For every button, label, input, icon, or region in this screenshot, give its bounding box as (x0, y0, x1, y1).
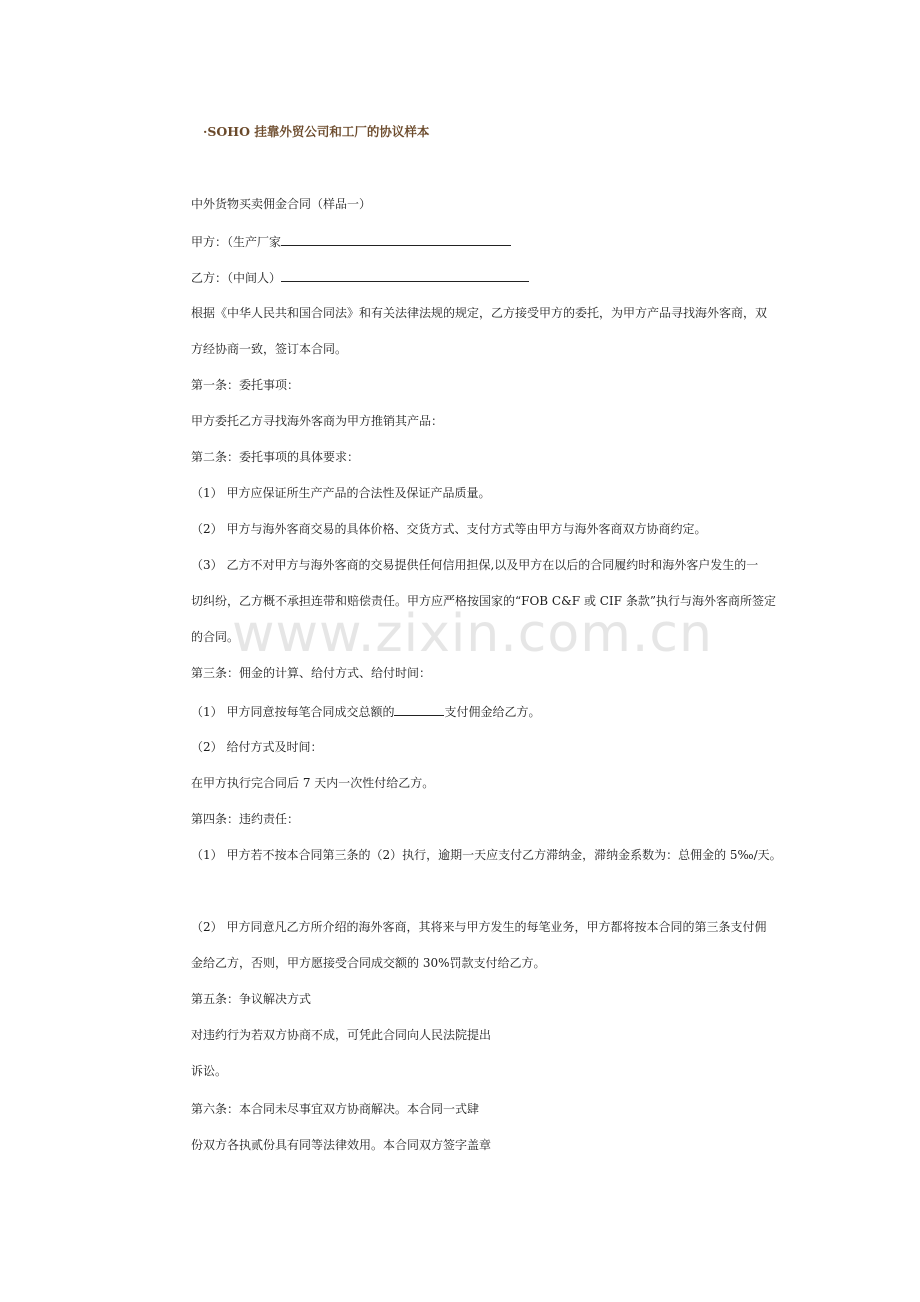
article-6-body: 份双方各执贰份具有同等法律效用。本合同双方签字盖章 (191, 1138, 492, 1152)
article-5-heading: 第五条：争议解决方式 (191, 992, 312, 1006)
article-5-body-line-2: 诉讼。 (191, 1064, 228, 1078)
article-4-item-2-line-2: 金给乙方，否则，甲方愿接受合同成交额的 30%罚款支付给乙方。 (191, 956, 546, 970)
contract-name: 中外货物买卖佣金合同（样品一） (191, 197, 372, 211)
article-1-heading: 第一条：委托事项： (191, 378, 300, 392)
document-title: ·SOHO 挂靠外贸公司和工厂的协议样本 (203, 124, 430, 139)
watermark: www.zixin.com.cn (232, 604, 713, 664)
article-3-item-1 (191, 703, 540, 720)
article-1-body: 甲方委托乙方寻找海外客商为甲方推销其产品： (191, 414, 444, 428)
article-3-item-1-pre: （1） 甲方同意按每笔合同成交总额的 (191, 705, 395, 719)
party-b-blank (281, 269, 529, 282)
article-3-item-1-post: 支付佣金给乙方。 (444, 705, 541, 719)
party-a-blank (281, 233, 511, 246)
article-4-heading: 第四条：违约责任： (191, 812, 300, 826)
article-6-heading: 第六条：本合同未尽事宜双方协商解决。本合同一式肆 (191, 1102, 480, 1116)
article-3-heading: 第三条：佣金的计算、给付方式、给付时间： (191, 666, 432, 680)
article-4-item-2-line-1: （2） 甲方同意凡乙方所介绍的海外客商，其将来与甲方发生的每笔业务，甲方都将按本合同的第三条支付佣 (191, 920, 767, 934)
preamble-line-1: 根据《中华人民共和国合同法》和有关法律法规的规定，乙方接受甲方的委托，为甲方产品寻找海外客商，双 (191, 306, 768, 320)
article-2-item-1: （1） 甲方应保证所生产产品的合法性及保证产品质量。 (191, 486, 491, 500)
article-2-heading: 第二条：委托事项的具体要求： (191, 450, 360, 464)
article-2-item-3-line-3: 的合同。 (191, 630, 240, 644)
party-b-line (191, 269, 529, 286)
article-2-item-3-line-1: （3） 乙方不对甲方与海外客商的交易提供任何信用担保,以及甲方在以后的合同履约时和海外客户发生的一 (191, 558, 759, 572)
commission-rate-blank (394, 703, 444, 716)
article-2-item-3-line-2: 切纠纷，乙方概不承担连带和赔偿责任。甲方应严格按国家的“FOB C&F 或 CIF 条款”执行与海外客商所签定 (191, 594, 776, 608)
article-3-item-2-body: 在甲方执行完合同后 7 天内一次性付给乙方。 (191, 776, 435, 790)
preamble-line-2: 方经协商一致，签订本合同。 (191, 342, 348, 356)
article-4-item-1: （1） 甲方若不按本合同第三条的（2）执行，逾期一天应支付乙方滞纳金，滞纳金系数为：总佣金的 5‰/天。 (191, 848, 782, 862)
party-a-label: 甲方：（生产厂家 (191, 235, 282, 249)
article-2-item-2: （2） 甲方与海外客商交易的具体价格、交货方式、支付方式等由甲方与海外客商双方协商约定。 (191, 522, 707, 536)
article-3-item-2: （2） 给付方式及时间： (191, 740, 323, 754)
article-5-body-line-1: 对违约行为若双方协商不成，可凭此合同向人民法院提出 (191, 1028, 492, 1042)
party-b-label: 乙方：（中间人） (191, 271, 282, 285)
party-a-line (191, 233, 511, 250)
